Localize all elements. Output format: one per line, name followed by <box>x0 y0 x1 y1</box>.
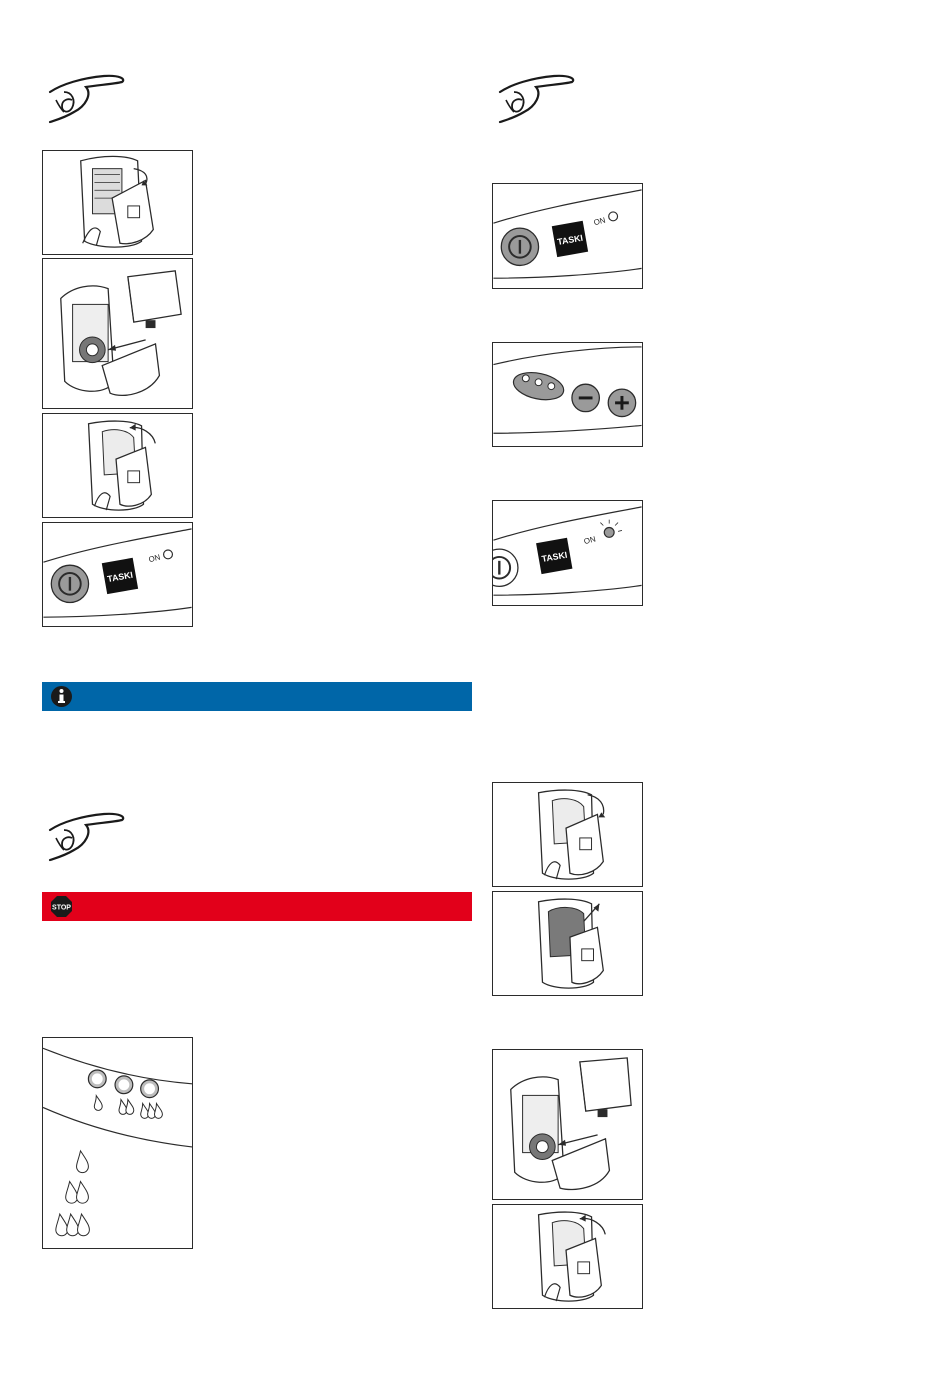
info-banner <box>42 682 472 711</box>
on-label: ON <box>592 215 607 228</box>
brand-logo: TASKI <box>540 549 569 565</box>
control-panel-led-on-illustration <box>492 500 643 606</box>
drop-icon <box>77 1151 89 1173</box>
dispenser-close-illustration <box>42 413 193 518</box>
drop-icon <box>119 1100 127 1115</box>
minus-button <box>572 384 599 411</box>
cartridge-insert-illustration <box>42 258 193 409</box>
on-label: ON <box>147 552 162 565</box>
stop-banner <box>42 892 472 921</box>
brand-logo: TASKI <box>556 232 584 248</box>
drop-icon <box>66 1181 78 1203</box>
cartridge-remove-illustration <box>492 891 643 996</box>
control-panel-illustration <box>42 522 193 627</box>
drop-icon <box>77 1181 89 1203</box>
pointing-hand-icon <box>492 70 582 130</box>
dosage-led-2 <box>115 1076 133 1094</box>
drop-icon <box>67 1214 79 1236</box>
status-led <box>164 550 173 559</box>
drop-icon <box>78 1214 90 1236</box>
dosage-led-3 <box>141 1080 159 1098</box>
pointing-hand-icon <box>42 70 132 130</box>
drop-icon <box>94 1096 102 1111</box>
drop-icon <box>126 1100 134 1115</box>
drop-icon <box>148 1104 156 1119</box>
dispenser-open-illustration <box>42 150 193 255</box>
status-led <box>609 212 618 221</box>
on-label: ON <box>582 534 597 547</box>
dispenser-open-illustration <box>492 782 643 887</box>
dosage-led-1 <box>88 1070 106 1088</box>
stop-icon-text: STOP <box>52 904 71 912</box>
control-panel-illustration <box>492 183 643 289</box>
dispenser-close-illustration <box>492 1204 643 1309</box>
drop-icon <box>141 1104 149 1119</box>
dosage-illustration <box>42 1037 193 1249</box>
brand-logo: TASKI <box>106 569 134 585</box>
drop-icon <box>155 1104 163 1119</box>
status-led-lit <box>604 527 614 537</box>
info-icon <box>50 685 73 708</box>
pointing-hand-icon <box>42 808 132 868</box>
drop-icon <box>56 1214 68 1236</box>
dosage-adjust-illustration <box>492 342 643 447</box>
plus-button <box>608 389 635 416</box>
stop-sign-icon <box>50 895 73 918</box>
cartridge-insert-illustration <box>492 1049 643 1200</box>
